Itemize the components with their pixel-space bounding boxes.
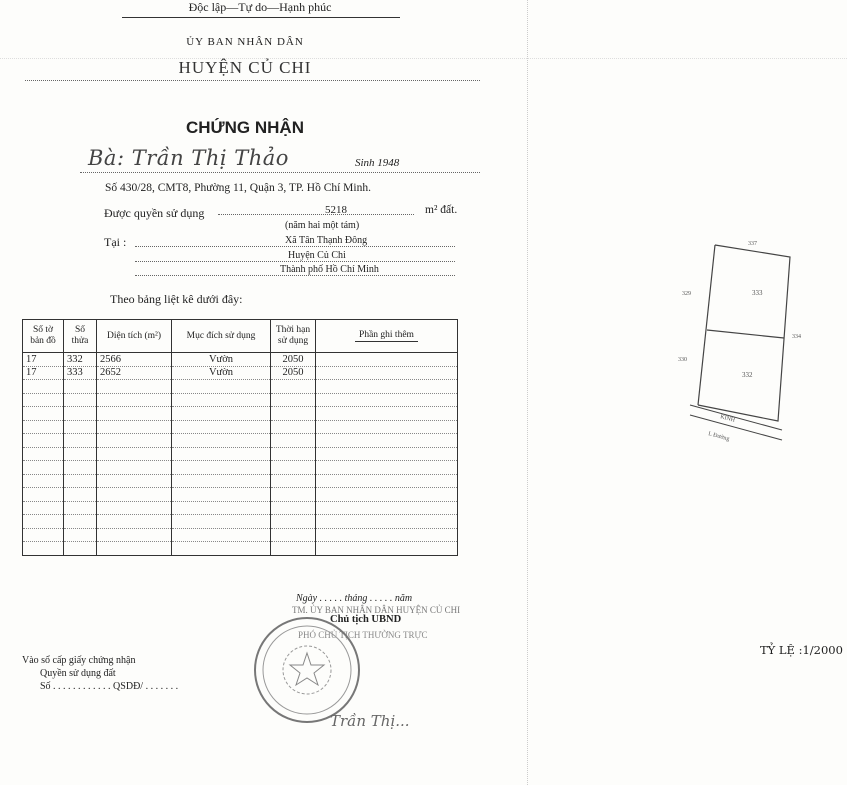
- vice-chair-title: PHÓ CHỦ TỊCH THƯỜNG TRỰC: [298, 630, 428, 640]
- motto: Độc lập—Tự do—Hạnh phúc: [188, 0, 332, 14]
- table-cell: [97, 447, 172, 461]
- table-row: [23, 393, 458, 407]
- table-cell: [64, 488, 97, 502]
- table-cell: [271, 474, 316, 488]
- table-cell: [172, 515, 271, 529]
- signature: Trần Thị...: [330, 712, 410, 730]
- table-cell: [316, 420, 458, 434]
- table-cell: 2050: [271, 366, 316, 380]
- holder-name: Bà: Trần Thị Thảo: [88, 146, 289, 170]
- table-cell: [271, 515, 316, 529]
- table-cell: [64, 420, 97, 434]
- holder-name-underline: [80, 172, 480, 173]
- table-cell: [271, 434, 316, 448]
- table-cell: [97, 474, 172, 488]
- registration-line-2: Quyền sử dụng đất: [40, 668, 116, 679]
- table-row: [23, 528, 458, 542]
- table-cell: [97, 515, 172, 529]
- table-row: [23, 501, 458, 515]
- table-cell: [316, 366, 458, 380]
- table-cell: [172, 501, 271, 515]
- table-cell: [23, 380, 64, 394]
- district-name: HUYỆN CỦ CHI: [178, 58, 312, 77]
- parcel-label-333: 333: [752, 289, 763, 297]
- table-row: [23, 420, 458, 434]
- table-row: [23, 515, 458, 529]
- table-cell: [97, 380, 172, 394]
- official-seal: [250, 615, 365, 725]
- issue-date-line: Ngày . . . . . tháng . . . . . năm: [296, 593, 413, 604]
- table-cell: [316, 407, 458, 421]
- table-cell: [23, 407, 64, 421]
- table-cell: [172, 447, 271, 461]
- table-cell: [64, 542, 97, 556]
- table-cell: [172, 461, 271, 475]
- location-dotted-line: [135, 261, 455, 262]
- table-cell: [271, 447, 316, 461]
- table-cell: [64, 434, 97, 448]
- table-cell: [172, 380, 271, 394]
- location-city: Thành phố Hồ Chí Minh: [280, 264, 379, 275]
- table-cell: [23, 501, 64, 515]
- table-cell: [316, 380, 458, 394]
- table-cell: [97, 542, 172, 556]
- table-cell: [97, 407, 172, 421]
- road-label: L Đường: [707, 431, 730, 443]
- canal-label: KINH: [719, 414, 736, 424]
- table-row: [23, 461, 458, 475]
- table-cell: [23, 474, 64, 488]
- table-cell: [316, 353, 458, 367]
- location-dotted-line: [135, 275, 455, 276]
- table-cell: [64, 501, 97, 515]
- fold-line-vertical: [527, 0, 528, 785]
- table-cell: [316, 501, 458, 515]
- table-cell: [172, 474, 271, 488]
- table-cell: [316, 461, 458, 475]
- table-cell: [316, 447, 458, 461]
- table-cell: [271, 420, 316, 434]
- col-header-area: Diện tích (m²): [97, 320, 172, 353]
- table-cell: [316, 528, 458, 542]
- table-cell: [271, 488, 316, 502]
- table-cell: [23, 461, 64, 475]
- table-row: [23, 474, 458, 488]
- table-cell: 333: [64, 366, 97, 380]
- table-cell: [64, 447, 97, 461]
- table-cell: [316, 542, 458, 556]
- col-header-term: Thời hạn sử dụng: [271, 320, 316, 353]
- table-cell: [97, 393, 172, 407]
- area-value: 5218: [325, 204, 347, 216]
- registration-line-1: Vào sổ cấp giấy chứng nhận: [22, 655, 136, 666]
- table-cell: 2652: [97, 366, 172, 380]
- neighbor-label-334: 334: [792, 334, 801, 340]
- col-header-usage: Mục đích sử dụng: [172, 320, 271, 353]
- table-cell: [172, 420, 271, 434]
- table-cell: [316, 488, 458, 502]
- table-cell: [23, 434, 64, 448]
- area-in-words: (năm hai một tám): [285, 220, 360, 231]
- table-cell: [271, 407, 316, 421]
- area-label: Được quyền sử dụng: [104, 206, 205, 220]
- table-cell: [23, 528, 64, 542]
- table-cell: [172, 434, 271, 448]
- table-cell: [316, 393, 458, 407]
- table-cell: [64, 515, 97, 529]
- table-cell: Vườn: [172, 353, 271, 367]
- table-cell: [271, 501, 316, 515]
- table-cell: [316, 515, 458, 529]
- table-caption: Theo bảng liệt kê dưới đây:: [110, 292, 243, 306]
- table-cell: [172, 528, 271, 542]
- location-label: Tại :: [104, 235, 127, 249]
- table-cell: [97, 501, 172, 515]
- chairman-title: Chủ tịch UBND: [330, 614, 402, 625]
- table-row: [23, 380, 458, 394]
- table-cell: [271, 461, 316, 475]
- header-divider: [25, 80, 480, 81]
- neighbor-label-330: 330: [678, 357, 687, 363]
- table-cell: 2050: [271, 353, 316, 367]
- table-cell: [97, 461, 172, 475]
- table-cell: [64, 393, 97, 407]
- table-row: [23, 447, 458, 461]
- table-cell: [172, 393, 271, 407]
- table-cell: [172, 488, 271, 502]
- table-cell: [64, 474, 97, 488]
- parcel-label-332: 332: [742, 371, 753, 379]
- area-dotted-line: [218, 214, 414, 215]
- holder-address: Số 430/28, CMT8, Phường 11, Quận 3, TP. Hồ Chí Minh.: [105, 182, 371, 194]
- table-cell: 2566: [97, 353, 172, 367]
- motto-underline: [122, 17, 400, 18]
- col-header-map-sheet: Số tờ bản đồ: [23, 320, 64, 353]
- table-cell: [172, 542, 271, 556]
- table-row: [23, 434, 458, 448]
- table-cell: [316, 434, 458, 448]
- table-row: [23, 366, 458, 380]
- neighbor-label-337: 337: [748, 241, 757, 247]
- table-cell: [64, 407, 97, 421]
- parcel-divider: [707, 330, 784, 338]
- table-cell: [64, 380, 97, 394]
- col-header-notes: Phần ghi thêm: [316, 320, 458, 353]
- table-cell: [271, 542, 316, 556]
- area-unit: m² đất.: [425, 204, 458, 216]
- table-cell: [23, 447, 64, 461]
- table-cell: [97, 420, 172, 434]
- table-cell: [23, 420, 64, 434]
- table-cell: [271, 528, 316, 542]
- table-cell: [271, 393, 316, 407]
- table-cell: 17: [23, 366, 64, 380]
- table-cell: [23, 488, 64, 502]
- table-cell: Vườn: [172, 366, 271, 380]
- table-row: [23, 542, 458, 556]
- table-cell: [64, 528, 97, 542]
- table-row: [23, 353, 458, 367]
- table-cell: [271, 380, 316, 394]
- holder-birth-year: Sinh 1948: [355, 157, 400, 169]
- location-commune: Xã Tân Thạnh Đông: [285, 235, 368, 246]
- table-cell: [316, 474, 458, 488]
- col-header-parcel-no: Số thửa: [64, 320, 97, 353]
- table-cell: [97, 528, 172, 542]
- table-cell: 332: [64, 353, 97, 367]
- location-dotted-line: [135, 246, 455, 247]
- committee-name: ỦY BAN NHÂN DÂN: [186, 36, 304, 48]
- table-cell: [97, 434, 172, 448]
- parcel-map: [678, 235, 830, 455]
- issuing-org: TM. ỦY BAN NHÂN DÂN HUYỆN CỦ CHI: [292, 605, 461, 615]
- location-district: Huyện Củ Chi: [288, 250, 346, 261]
- table-row: [23, 488, 458, 502]
- certificate-title: CHỨNG NHẬN: [186, 118, 304, 137]
- table-cell: [23, 393, 64, 407]
- table-cell: [23, 515, 64, 529]
- table-header-row: [23, 320, 458, 353]
- table-cell: 17: [23, 353, 64, 367]
- table-cell: [23, 542, 64, 556]
- registration-number: Số . . . . . . . . . . . . QSDĐ/ . . . . . . .: [40, 681, 179, 692]
- table-cell: [172, 407, 271, 421]
- table-cell: [97, 488, 172, 502]
- table-row: [23, 407, 458, 421]
- land-parcel-table: [22, 319, 458, 556]
- map-scale: TỶ LỆ :1/2000: [760, 643, 843, 657]
- table-cell: [64, 461, 97, 475]
- neighbor-label-329: 329: [682, 291, 691, 297]
